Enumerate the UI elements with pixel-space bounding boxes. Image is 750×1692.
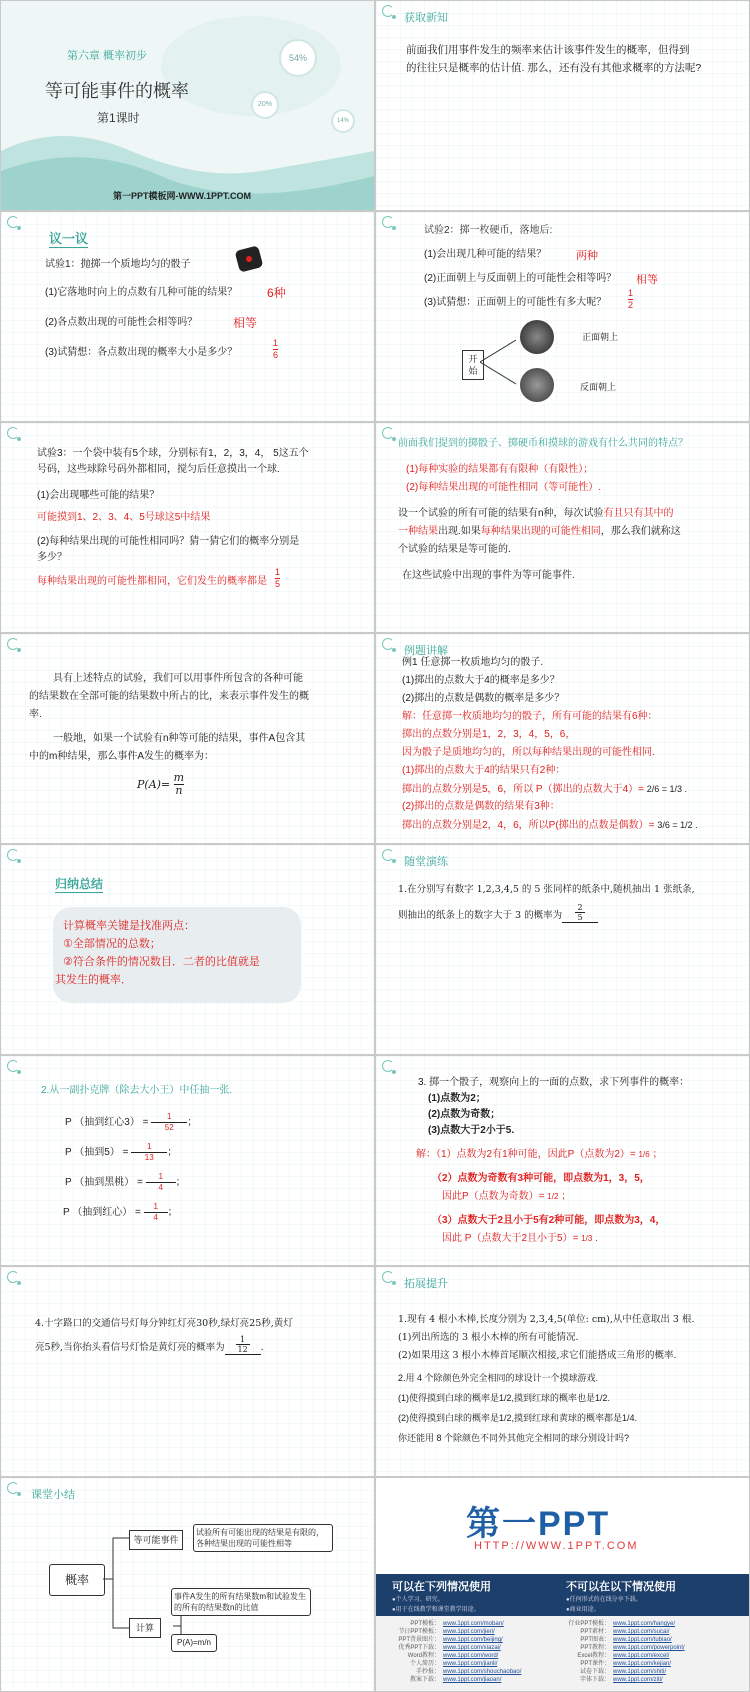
text-line: 的结果数在全部可能的结果数中所占的比，来表示事件发生的概 [29,691,309,702]
feature-2: (2)每种结果出现的可能性相同（等可能性）. [406,482,601,493]
section-head: 拓展提升 [404,1278,448,1290]
link-url[interactable]: www.1ppt.com/shiti/ [613,1669,667,1675]
corner-icon [7,638,19,650]
text-line: 亮5秒,当你抬头看信号灯恰是黄灯亮的概率为 $\frac{1}{12}$ . [35,1335,264,1354]
link-label: Excel教程： [577,1653,610,1659]
text-line: (1)掷出的点数大于4的结果只有2种： [402,765,566,776]
link-url[interactable]: www.1ppt.com/jieri/ [443,1629,495,1635]
text-line: 的往往只是概率的估计值. 那么，还有没有其他求概率的方法呢? [406,62,702,74]
link-url[interactable]: www.1ppt.com/excel/ [613,1653,670,1659]
percent-bubble-2: 20% [251,91,279,119]
text-line: 掷出的点数分别是2，4，6，所以P(掷出的点数是偶数）= 3/6 = 1/2 . [402,820,698,831]
link-label: PPT教程： [580,1645,610,1651]
tree-lines [480,332,520,392]
brand-logo: 第一PPT [466,1505,611,1543]
corner-icon [7,849,19,861]
text-line: (2)正面朝上与反面朝上的可能性会相等吗？ [424,273,617,284]
text-line: (1)会出现几种可能的结果？ [424,249,547,260]
link-url[interactable]: www.1ppt.com/jiaoan/ [443,1677,502,1683]
link-url[interactable]: www.1ppt.com/jianli/ [443,1661,498,1667]
tails-label: 反面朝上 [580,382,617,392]
slide-definition [1,634,374,843]
link-label: PPT图表： [580,1637,610,1643]
link-label: 字体下载： [579,1677,610,1683]
text-line: 例1 任意掷一枚质地均匀的骰子. [402,657,544,668]
formula-node: P(A)=m/n [171,1634,217,1652]
text-line: 因为骰子是质地均匀的，所以每种结果出现的可能性相同. [402,747,655,758]
slide-coin [376,212,749,421]
section-head: 随堂演练 [404,856,448,868]
link-row [396,1628,521,1636]
text-line: (2)使得摸到白球的概率是1/2,摸到红球和黄球的概率都是1/4. [398,1413,638,1423]
link-row [566,1644,685,1652]
slide-discuss [1,212,374,421]
chapter-label: 第六章 概率初步 [67,50,148,62]
coin-heads-icon [520,320,554,354]
link-label: PPT素材： [580,1629,610,1635]
text-line: 掷出的点数分别是1，2，3，4，5，6， [402,729,576,740]
start-node: 开始 [462,350,484,380]
answer: 相等 [233,316,258,330]
link-label: Word教程： [407,1653,440,1659]
answer: 每种结果出现的可能性都相同，它们发生的概率都是 [37,576,267,587]
slide-summary [1,845,374,1054]
section-head: 议一议 [49,228,88,248]
text-line: 你还能用 8 个除颜色不同外其他完全相同的球分别设计吗? [398,1433,630,1443]
link-url[interactable]: www.1ppt.com/ziti/ [613,1677,663,1683]
allowed-item: ●用于在线教学和课堂教学用途。 [392,1607,480,1613]
link-label: PPT背景图片： [398,1637,440,1643]
slide-traffic-light [1,1267,374,1476]
links-left [396,1620,521,1684]
link-label: 个人简历： [409,1661,440,1667]
text-line: 试验2：掷一枚硬币，落地后: [424,225,553,236]
usage-panel [376,1574,749,1691]
heads-label: 正面朝上 [582,332,619,342]
coin-tails-icon [520,368,554,402]
text-line: (3)点数大于2小于5. [428,1125,515,1136]
answer: 可能摸到1、2、3、4、5号球这5中结果 [37,512,211,523]
text-line: 具有上述特点的试验，我们可以用事件所包含的各种可能 [53,673,303,684]
link-label: 教案下载： [409,1677,440,1683]
corner-icon [382,427,394,439]
text-line: 号码，这些球除号码外都相同，搅匀后任意摸出一个球. [37,464,280,475]
slide-new-knowledge [376,1,749,210]
prob-row: P （抽到红心3） = $\frac{1}{52}$ ； [65,1112,198,1132]
link-row [396,1620,521,1628]
link-row [566,1636,685,1644]
link-row [396,1644,521,1652]
text-line: （2）点数为奇数有3种可能，即点数为1，3，5， [432,1173,650,1184]
prob-row: P （抽到红心） = $\frac{1}{4}$ ； [63,1202,178,1222]
text-line: (1)它落地时向上的点数有几种可能的结果？ [45,287,238,298]
text-line: 设一个试验的所有可能的结果有n种，每次试验有且只有其中的 [398,508,674,519]
site-label: 第一PPT模板网-WWW.1PPT.COM [113,191,251,201]
percent-bubble-1: 54% [279,39,317,77]
allowed-heading: 可以在下列情况使用 [392,1581,491,1593]
text-line: 4.十字路口的交通信号灯每分钟红灯亮30秒,绿灯亮25秒,黄灯 [35,1318,293,1329]
link-url[interactable]: www.1ppt.com/beijing/ [443,1637,503,1643]
slide-class-summary [1,1478,374,1691]
fraction: 1 6 [273,338,279,360]
text-line: 2.从一副扑克牌（除去大小王）中任抽一张. [41,1085,233,1096]
text-line: (2)如果用这 3 根小木棒首尾顺次相接,求它们能搭成三角形的概率. [398,1350,677,1361]
text-line: (2)每种结果出现的可能性相同吗？猜一猜它们的概率分别是 [37,536,300,547]
text-line: (1)列出所选的 3 根小木棒的所有可能情况. [398,1332,579,1343]
answer: 两种 [576,250,598,262]
branch-desc-2: 事件A发生的所有结果数m和试验发生 的所有的结果数n的比值 [171,1588,311,1616]
text-line: 其发生的概率． [55,974,132,986]
slide-common-features [376,423,749,632]
branch-desc-1: 试验所有可能出现的结果是有限的， 各种结果出现的可能性相等 [193,1524,333,1552]
text-line: (1)掷出的点数大于4的概率是多少？ [402,675,560,686]
link-row [396,1676,521,1684]
corner-icon [7,427,19,439]
corner-icon [7,1271,19,1283]
root-node: 概率 [49,1564,105,1596]
text-line: 解：任意掷一枚质地均匀的骰子，所有可能的结果有6种： [402,711,658,722]
text-line: ①全部情况的总数； [63,938,161,950]
slide-extension [376,1267,749,1476]
link-url[interactable]: www.1ppt.com/kejian/ [613,1661,672,1667]
fraction: 1 2 [628,288,634,310]
link-label: 优秀PPT下载： [398,1645,440,1651]
formula: P(A)= $\frac{m}{n}$ [137,771,185,797]
text-line: 一般地，如果一个试验有n种等可能的结果，事件A包含其 [53,733,306,744]
text-line: (3)试猜想：各点数出现的概率大小是多少？ [45,347,238,358]
text-line: 因此P（点数为奇数）= 1/2 ； [442,1191,572,1202]
text-line: (2)点数为奇数； [428,1109,501,1120]
link-row [566,1668,685,1676]
text-line: 前面我们提到的掷骰子、掷硬币和摸球的游戏有什么共同的特点？ [398,438,688,449]
section-head: 例题讲解 [404,645,448,657]
dice-icon [235,245,264,272]
text-line: (3)试猜想：正面朝上的可能性有多大呢？ [424,297,607,308]
section-head: 课堂小结 [31,1489,75,1501]
link-row [396,1636,521,1644]
forbidden-item: ●任何形式的在线分享下载。 [566,1597,642,1603]
text-line: 1.在分别写有数字 1,2,3,4,5 的 5 张同样的纸条中,随机抽出 1 张纸条, [398,884,695,895]
title-decoration [1,1,374,210]
text-line: 多少？ [37,552,67,563]
links-right [566,1620,685,1684]
corner-icon [382,1060,394,1072]
link-url[interactable]: www.1ppt.com/sucai/ [613,1629,670,1635]
text-line: (2)掷出的点数是偶数的结果有3种： [402,801,560,812]
corner-icon [7,216,19,228]
link-label: PPT课件： [580,1661,610,1667]
lesson-label: 第1课时 [97,111,140,125]
allowed-item: ●个人学习、研究。 [392,1597,444,1603]
link-label: 试卷下载： [579,1669,610,1675]
link-row [396,1660,521,1668]
text-line: 前面我们用事件发生的频率来估计该事件发生的概率，但得到 [406,44,690,56]
link-row [396,1668,521,1676]
branch-node-2: 计算 [129,1618,161,1638]
feature-1: (1)每种实验的结果都有有限种（有限性）； [406,464,594,475]
page-title: 等可能事件的概率 [45,81,189,101]
text-line: 试验3：一个袋中装有5个球，分别标有1，2，3，4， 5这五个 [37,448,309,459]
link-label: 行业PPT模板： [568,1621,610,1627]
slide-title [1,1,374,210]
section-head: 获取新知 [404,12,448,24]
corner-icon [7,1060,19,1072]
text-line: 试验1：抛掷一个质地均匀的骰子 [45,259,191,270]
slide-cards [1,1056,374,1265]
link-label: 节日PPT模板： [398,1629,440,1635]
forbidden-item: ●商业用途。 [566,1607,600,1613]
section-head: 归纳总结 [55,877,104,891]
text-line: 2.用 4 个除颜色外完全相同的球设计一个摸球游戏. [398,1373,599,1383]
corner-icon [382,5,394,17]
text-line: 中的m种结果，那么事件A发生的概率为： [29,751,214,762]
link-row [566,1652,685,1660]
slide-dice-problem [376,1056,749,1265]
corner-icon [382,1271,394,1283]
fraction: 1 5 [275,567,281,589]
link-url[interactable]: www.1ppt.com/powerpoint/ [613,1645,685,1651]
slide-balls [1,423,374,632]
corner-icon [382,638,394,650]
corner-icon [7,1482,19,1494]
answer: 相等 [636,274,658,286]
link-label: PPT模板： [410,1621,440,1627]
text-line: (1)会出现哪些可能的结果？ [37,490,160,501]
link-row [566,1660,685,1668]
link-url[interactable]: www.1ppt.com/word/ [443,1653,499,1659]
slide-example [376,634,749,843]
corner-icon [382,216,394,228]
text-line: 1.现有 4 根小木棒,长度分别为 2,3,4,5(单位: cm),从中任意取出 3 根. [398,1314,695,1325]
link-row [566,1628,685,1636]
slide-credits [376,1478,749,1691]
text-line: （3）点数大于2且小于5有2种可能，即点数为3，4， [432,1215,666,1226]
text-line: (1)使得摸到白球的概率是1/2,摸到红球的概率也是1/2. [398,1393,611,1403]
text-line: 3. 掷一个骰子，观察向上的一面的点数，求下列事件的概率： [418,1077,690,1088]
percent-bubble-3: 14% [331,109,355,133]
answer: 6种 [267,286,286,300]
text-line: 个试验的结果是等可能的. [398,544,511,555]
link-url[interactable]: www.1ppt.com/hangye/ [613,1621,676,1627]
corner-icon [382,849,394,861]
text-line: 一种结果出现.如果每种结果出现的可能性相同，那么我们就称这 [398,526,681,537]
forbidden-heading: 不可以在以下情况使用 [566,1581,676,1593]
link-url[interactable]: www.1ppt.com/xiazai/ [443,1645,501,1651]
link-row [566,1620,685,1628]
text-line: (2)各点数出现的可能性会相等吗？ [45,317,198,328]
slide-practice [376,845,749,1054]
text-line: 在这些试验中出现的事件为等可能事件. [402,570,575,581]
text-line: (1)点数为2； [428,1093,486,1104]
text-line: 率. [29,709,42,720]
text-line: (2)掷出的点数是偶数的概率是多少？ [402,693,565,704]
text-line: 解：（1）点数为2有1种可能，因此P（点数为2）= 1/6 ； [416,1149,663,1160]
brand-url: HTTP://WWW.1PPT.COM [474,1540,639,1552]
text-line: 则抽出的纸条上的数字大于 3 的概率为 $\frac{2}{5}$ [398,903,598,923]
text-line: 计算概率关键是找准两点： [63,920,195,932]
link-row [566,1676,685,1684]
prob-row: P （抽到5） = $\frac{1}{13}$ ； [65,1142,178,1162]
text-line: 因此 P（点数大于2且小于5）= 1/3 . [442,1233,598,1244]
link-url[interactable]: www.1ppt.com/shouchaobao/ [443,1669,522,1675]
link-label: 手抄报： [415,1669,440,1675]
link-url[interactable]: www.1ppt.com/tubiao/ [613,1637,672,1643]
link-row [396,1652,521,1660]
text-line: ②符合条件的情况数目．二者的比值就是 [63,956,260,968]
link-url[interactable]: www.1ppt.com/moban/ [443,1621,504,1627]
prob-row: P （抽到黑桃） = $\frac{1}{4}$ ； [65,1172,186,1192]
text-line: 掷出的点数分别是5，6，所以 P（掷出的点数大于4）= 2/6 = 1/3 . [402,784,688,795]
branch-node-1: 等可能事件 [129,1530,183,1550]
